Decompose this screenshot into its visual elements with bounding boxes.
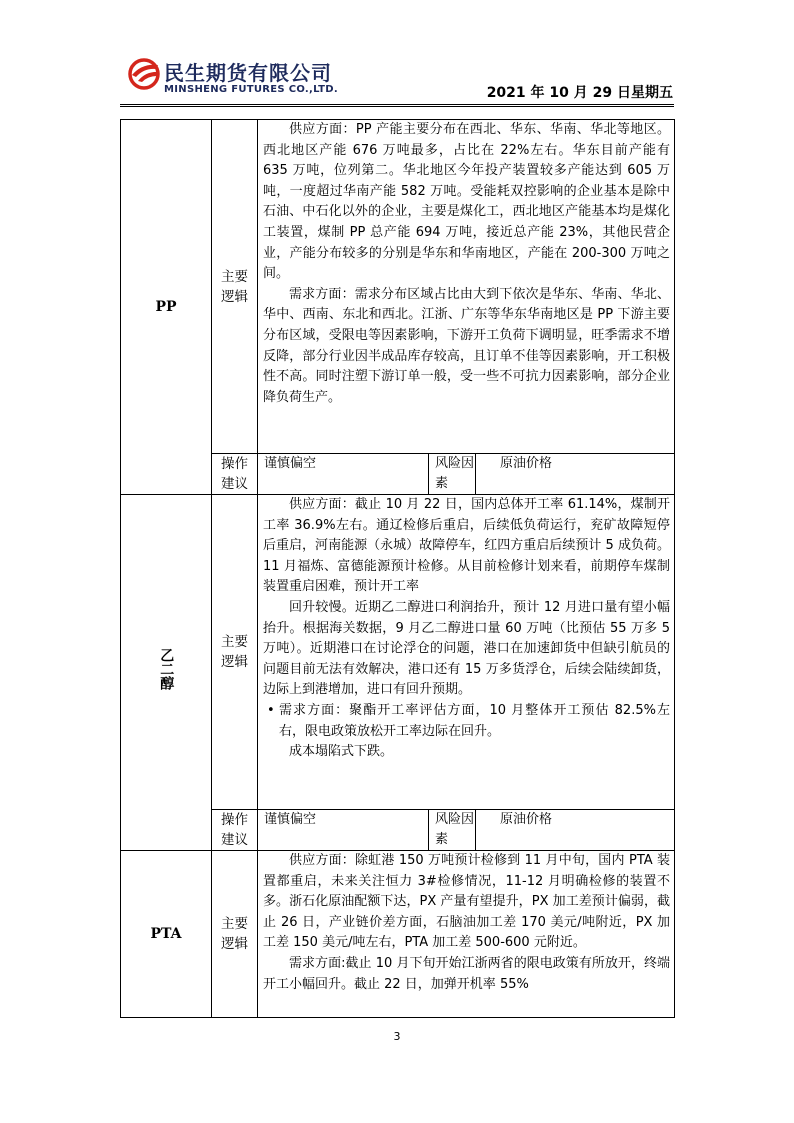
header-rule-2 — [120, 106, 674, 107]
paragraph: 供应方面：PP 产能主要分布在西北、华东、华南、华北等地区。西北地区产能 676 万吨最多，占比在 22%左右。华东目前产能有 635 万吨，位列第二。华北地区今年投产装置较多产能达到 605 万吨，一度超过华南产能 582 万吨。受能耗双控影响的企业基本是除中石油、中石化以外的企业，主要是煤化工，西北地区产能基本均是煤化工装置，煤制 PP 总产能 694 万吨，接近总产能 23%，其他民营企业，产能分布较多的分别是华东和华南地区，产能在 200-300 万吨之间。 — [263, 122, 670, 282]
minsheng-logo-icon — [126, 55, 162, 91]
logic-content — [258, 495, 675, 810]
ops-advice: 谨慎偏空 — [258, 810, 429, 850]
risk-label: 风险因素 — [429, 454, 476, 494]
logic-content — [258, 851, 675, 1018]
product-cell: PP — [121, 120, 212, 495]
paragraph: 供应方面：截止 10 月 22 日，国内总体开工率 61.14%，煤制开工率 36.9%左右。通辽检修后重启，后续低负荷运行，兖矿故障短停后重启，河南能源（永城）故障停车，红四方重启后续预计 5 成负荷。11 月福炼、富德能源预计检修。从目前检修计划来看，前期停车煤制装置重启困难，预计开工率 — [263, 497, 670, 595]
table-row — [121, 495, 675, 810]
ops-content — [258, 810, 675, 851]
logic-label: 主要逻辑 — [212, 120, 258, 454]
risk-label: 风险因素 — [429, 810, 476, 850]
risk-value: 原油价格 — [500, 812, 553, 827]
ops-content — [258, 454, 675, 495]
page-number: 3 — [393, 1030, 401, 1043]
table-row — [121, 851, 675, 1018]
product-cell: 乙二醇 — [121, 495, 212, 851]
bullet-paragraph: • 需求方面：聚酯开工率评估方面，10 月整体开工预估 82.5%左右，限电政策放松开工率边际在回升。 — [263, 701, 670, 742]
paragraph: 供应方面：除虹港 150 万吨预计检修到 11 月中旬，国内 PTA 装置都重启，未来关注恒力 3#检修情况，11-12 月明确检修的装置不多。浙石化原油配额下达，PX 产量有望提升，PX 加工差预计偏弱，截止 26 日，产业链价差方面，石脑油加工差 170 美元/吨附近，PX 加工差 150 美元/吨左右，PTA 加工差 500-600 元附近。 — [263, 853, 670, 951]
company-name-cn: 民生期货有限公司 — [164, 61, 332, 85]
risk-value: 原油价格 — [500, 456, 553, 471]
paragraph: 成本塌陷式下跌。 — [289, 744, 394, 760]
logic-content — [258, 120, 675, 454]
paragraph: 回升较慢。近期乙二醇进口利润抬升，预计 12 月进口量有望小幅抬升。根据海关数据，9 月乙二醇进口量 60 万吨（比预估 55 万多 5 万吨）。近期港口在讨论浮仓的问题，港口在加速卸货中但缺引航员的问题目前无法有效解决，港口还有 15 万多货浮仓，后续会陆续卸货，边际上到港增加，进口有回升预期。 — [263, 599, 670, 698]
company-logo — [126, 55, 366, 100]
paragraph: 需求方面：需求分布区域占比由大到下依次是华东、华南、华北、华中、西南、东北和西北。江浙、广东等华东华南地区是 PP 下游主要分布区域，受限电等因素影响，下游开工负荷下调明显，旺季需求不增反降，部分行业因半成品库存较高，且订单不佳等因素影响，开工积极性不高。同时注塑下游订单一般，受一些不可抗力因素影响，部分企业降负荷生产。 — [263, 286, 670, 405]
header-rule — [120, 104, 674, 105]
company-name-en: MINSHENG FUTURES CO.,LTD. — [164, 84, 338, 95]
paragraph: 需求方面:截止 10 月下旬开始江浙两省的限电政策有所放开，终端开工小幅回升。截止 22 日，加弹开机率 55% — [263, 955, 670, 992]
ops-label: 操作建议 — [212, 454, 258, 495]
product-cell: PTA — [121, 851, 212, 1018]
commodity-analysis-table — [120, 119, 675, 1018]
logic-label: 主要逻辑 — [212, 495, 258, 810]
ops-advice: 谨慎偏空 — [258, 454, 429, 494]
logic-label: 主要逻辑 — [212, 851, 258, 1018]
ops-label: 操作建议 — [212, 810, 258, 851]
table-row — [121, 120, 675, 454]
report-date: 2021 年 10 月 29 日星期五 — [486, 85, 673, 101]
